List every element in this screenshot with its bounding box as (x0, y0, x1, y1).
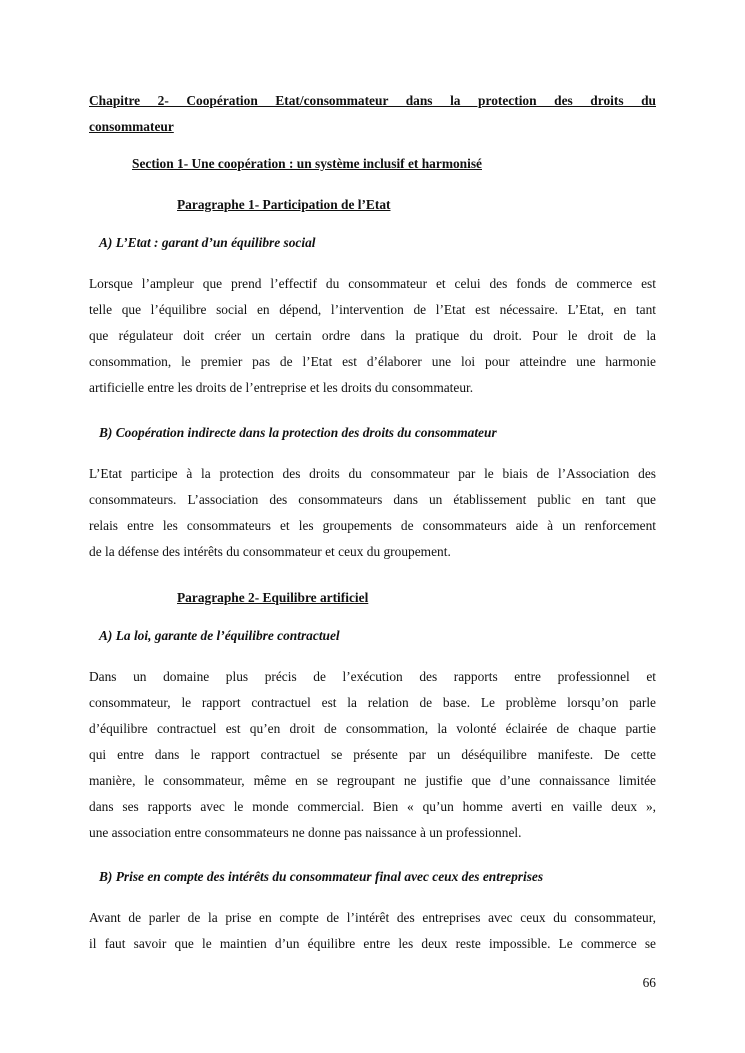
page-number: 66 (642, 975, 656, 990)
text-line: d’équilibre contractuel est qu’en droit de consommation, la volonté éclairée de chaque partie (89, 721, 656, 736)
section-1-heading: Section 1- Une coopération : un système inclusif et harmonisé (132, 156, 482, 171)
text-line: que régulateur doit créer un certain ordre dans la pratique du droit. Pour le droit de la (89, 328, 656, 343)
subsection-1b-heading: B) Coopération indirecte dans la protection des droits du consommateur (99, 425, 497, 440)
text-line: qui entre dans le rapport contractuel se présente par un déséquilibre manifeste. De cette (89, 747, 656, 762)
text-line: il faut savoir que le maintien d’un équilibre entre les deux reste impossible. Le commerce se (89, 936, 656, 951)
body-paragraph-2b (89, 905, 656, 957)
text-line: Dans un domaine plus précis de l’exécution des rapports entre professionnel et (89, 669, 656, 684)
body-paragraph-2a (89, 664, 656, 846)
text-line: L’Etat participe à la protection des droits du consommateur par le biais de l’Association des (89, 466, 656, 481)
subsection-2a-heading: A) La loi, garante de l’équilibre contractuel (99, 628, 340, 643)
text-line: artificielle entre les droits de l’entreprise et les droits du consommateur. (89, 380, 474, 395)
subsection-1a-heading: A) L’Etat : garant d’un équilibre social (99, 235, 316, 250)
text-line: dans ses rapports avec le monde commercial. Bien « qu’un homme averti en vaille deux », (89, 799, 656, 814)
body-paragraph-1a (89, 271, 656, 401)
chapter-heading (89, 88, 656, 140)
text-line: de la défense des intérêts du consommateur et ceux du groupement. (89, 544, 451, 559)
text-line: telle que l’équilibre social en dépend, l’intervention de l’Etat est nécessaire. L’Etat, en tant (89, 302, 656, 317)
text-line: consommateurs. L’association des consommateurs dans un établissement public en tant que (89, 492, 656, 507)
chapter-heading-line-2: consommateur (89, 119, 174, 134)
subsection-2b-heading: B) Prise en compte des intérêts du consommateur final avec ceux des entreprises (99, 869, 544, 884)
text-line: consommateur, le rapport contractuel est la relation de base. Le problème lorsqu’on parle (89, 695, 656, 710)
text-line: relais entre les consommateurs et les groupements de consommateurs aide à un renforcement (89, 518, 656, 533)
text-line: consommation, le premier pas de l’Etat est d’élaborer une loi pour atteindre une harmonie (89, 354, 656, 369)
document-page (89, 0, 656, 1053)
text-line: manière, le consommateur, même en se regroupant ne justifie que d’une connaissance limitée (89, 773, 656, 788)
text-line: Avant de parler de la prise en compte de l’intérêt des entreprises avec ceux du consommateur, (89, 910, 656, 925)
body-paragraph-1b (89, 461, 656, 565)
text-line: une association entre consommateurs ne donne pas naissance à un professionnel. (89, 825, 522, 840)
chapter-heading-line-1: Chapitre 2- Coopération Etat/consommateur dans la protection des droits du (89, 93, 656, 108)
paragraphe-2-heading: Paragraphe 2- Equilibre artificiel (177, 590, 369, 605)
text-line: Lorsque l’ampleur que prend l’effectif du consommateur et celui des fonds de commerce est (89, 276, 656, 291)
paragraphe-1-heading: Paragraphe 1- Participation de l’Etat (177, 197, 391, 212)
